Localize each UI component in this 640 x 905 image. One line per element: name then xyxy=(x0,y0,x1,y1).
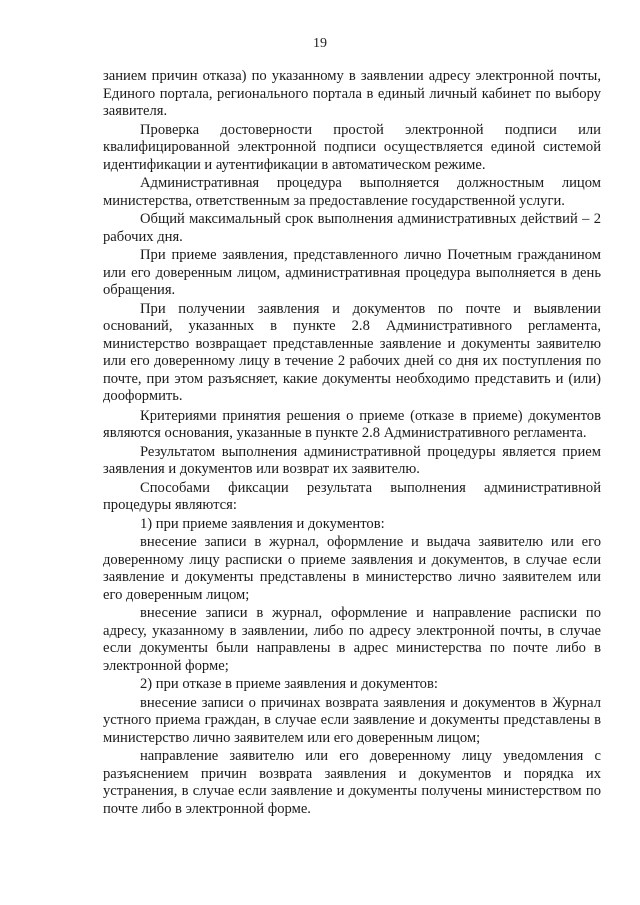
paragraph: направление заявителю или его доверенному лицу уведомления с разъяснением причин возврата заявления и документов и порядка их устранения, в случае если заявление и документы получены министерством по почте либо в электронной форме. xyxy=(103,748,601,817)
paragraph: Административная процедура выполняется должностным лицом министерства, ответственным за предоставление государственной услуги. xyxy=(103,175,601,209)
list-item: 1) при приеме заявления и документов: xyxy=(140,515,385,532)
page-number: 19 xyxy=(313,36,327,51)
paragraph: внесение записи в журнал, оформление и направление расписки по адресу, указанному в заявлении, либо по адресу электронной почты, в случае если документы были направлены в адрес министерства по почте либо в электронной форме; xyxy=(103,605,601,674)
paragraph: внесение записи в журнал, оформление и выдача заявителю или его доверенному лицу расписки о приеме заявления и документов, в случае если заявление и документы представлены в министерство лично заявителем или его доверенным лицом; xyxy=(103,534,601,603)
paragraph: Результатом выполнения административной процедуры является прием заявления и документов или возврат их заявителю. xyxy=(103,443,601,477)
paragraph: Общий максимальный срок выполнения административных действий – 2 рабочих дня. xyxy=(103,211,601,245)
paragraph: внесение записи о причинах возврата заявления и документов в Журнал устного приема граждан, в случае если заявление и документы представлены в министерство лично заявителем или его доверенным лицом; xyxy=(103,694,601,746)
list-item: 2) при отказе в приеме заявления и документов: xyxy=(140,676,438,692)
paragraph: При получении заявления и документов по почте и выявлении оснований, указанных в пункте 2.8 Административного регламента, министерство возвращает представленные заявление и документы заявителю или его доверенному лицу в течение 2 рабочих дней со дня их поступления по почте, при этом разъясняет, какие документы необходимо представить и (или) дооформить. xyxy=(103,300,601,404)
paragraph: При приеме заявления, представленного лично Почетным гражданином или его доверенным лицом, административная процедура выполняется в день обращения. xyxy=(103,247,601,298)
paragraph: Критериями принятия решения о приеме (отказе в приеме) документов являются основания, указанные в пункте 2.8 Административного регламента. xyxy=(103,407,601,441)
document-body xyxy=(103,68,601,819)
paragraph: Способами фиксации результата выполнения административной процедуры являются: xyxy=(103,479,601,513)
paragraph: Проверка достоверности простой электронной подписи или квалифицированной электронной подписи осуществляется единой системой идентификации и аутентификации в автоматическом режиме. xyxy=(103,121,601,173)
paragraph: занием причин отказа) по указанному в заявлении адресу электронной почты, Единого портала, регионального портала в единый личный кабинет по выбору заявителя. xyxy=(103,68,601,119)
